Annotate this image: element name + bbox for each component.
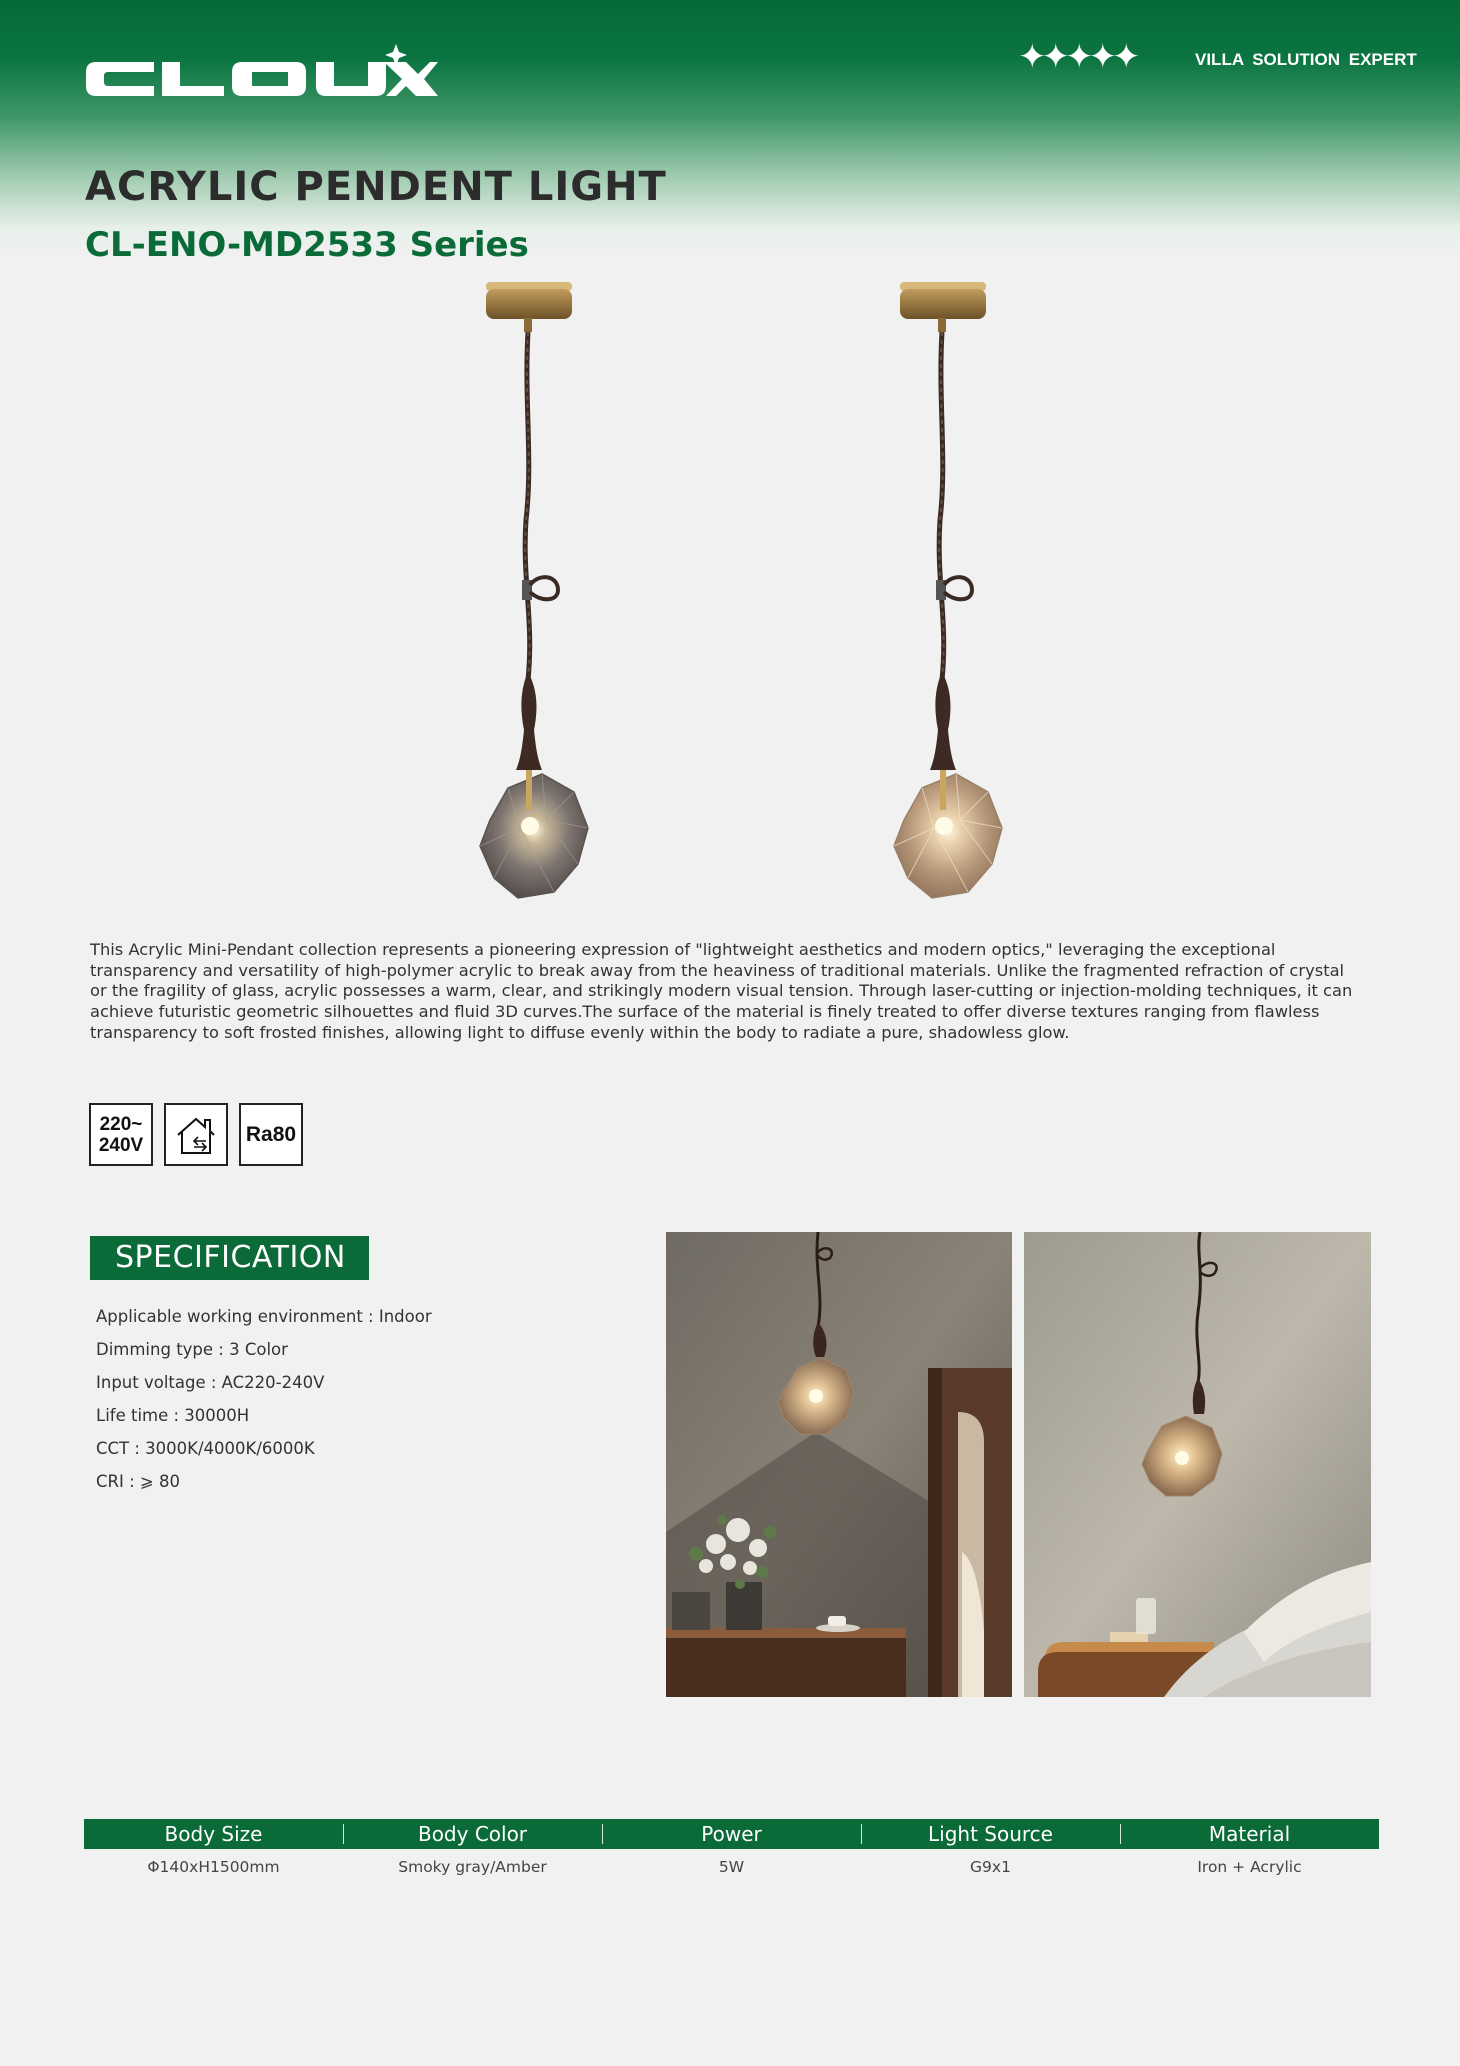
specification-heading: SPECIFICATION [90, 1236, 369, 1280]
spec-item: Input voltage : AC220-240V [96, 1373, 325, 1392]
spec-table-header [84, 1819, 1379, 1849]
spec-item: Dimming type : 3 Color [96, 1340, 288, 1359]
table-cell: Φ140xH1500mm [147, 1858, 280, 1876]
table-header-cell: Light Source [861, 1819, 1120, 1849]
cloux-logo [84, 44, 438, 102]
table-header-cell: Body Color [343, 1819, 602, 1849]
table-cell: Iron + Acrylic [1197, 1858, 1302, 1876]
rating-stars: ✦✦✦✦✦ [1018, 37, 1136, 77]
cri-badge: Ra80 [239, 1103, 303, 1166]
table-cell: 5W [718, 1858, 745, 1876]
spec-item: CCT : 3000K/4000K/6000K [96, 1439, 315, 1458]
spec-item: Applicable working environment : Indoor [96, 1307, 432, 1326]
indoor-badge [164, 1103, 228, 1166]
bedroom-scene-photo-1 [666, 1232, 1012, 1697]
product-description: This Acrylic Mini-Pendant collection represents a pioneering expression of "lightweight aesthetics and modern optics," leveraging the exceptional transparency and versatility of high-polymer acrylic to break away from the heaviness of traditional materials. Unlike the fragmented refraction of crystal or the fragility of glass, acrylic possesses a warm, clear, and strikingly modern visual tension. Through laser-cutting or injection-molding techniques, it can achieve futuristic geometric silhouettes and fluid 3D curves.The surface of the material is finely treated to offer diverse textures ranging from flawless transparency to soft frosted finishes, allowing light to diffuse evenly within the body to radiate a pure, shadowless glow. [90, 940, 1353, 1042]
spec-table [84, 1819, 1379, 1885]
table-cell: Smoky gray/Amber [398, 1858, 547, 1876]
pendant-lamp-amber [864, 280, 1014, 910]
product-title: ACRYLIC PENDENT LIGHT [85, 164, 667, 210]
voltage-badge-line1: 220~ [99, 1113, 143, 1135]
specification-list [96, 1300, 432, 1498]
spec-item: CRI : ⩾ 80 [96, 1472, 180, 1491]
table-header-cell: Body Size [164, 1822, 263, 1846]
voltage-badge [89, 1103, 153, 1166]
header-band [0, 0, 1460, 260]
table-row [84, 1849, 1379, 1885]
tagline: VILLA SOLUTION EXPERT [1195, 50, 1417, 69]
table-header-cell: Power [602, 1819, 861, 1849]
table-cell: G9x1 [970, 1858, 1011, 1876]
voltage-badge-line2: 240V [98, 1134, 144, 1156]
indoor-house-icon [172, 1113, 220, 1157]
pendant-lamp-smoky-gray [450, 280, 600, 910]
table-header-cell: Material [1120, 1819, 1379, 1849]
series-title: CL-ENO-MD2533 Series [85, 225, 529, 265]
bedroom-scene-photo-2 [1024, 1232, 1371, 1697]
spec-item: Life time : 30000H [96, 1406, 250, 1425]
